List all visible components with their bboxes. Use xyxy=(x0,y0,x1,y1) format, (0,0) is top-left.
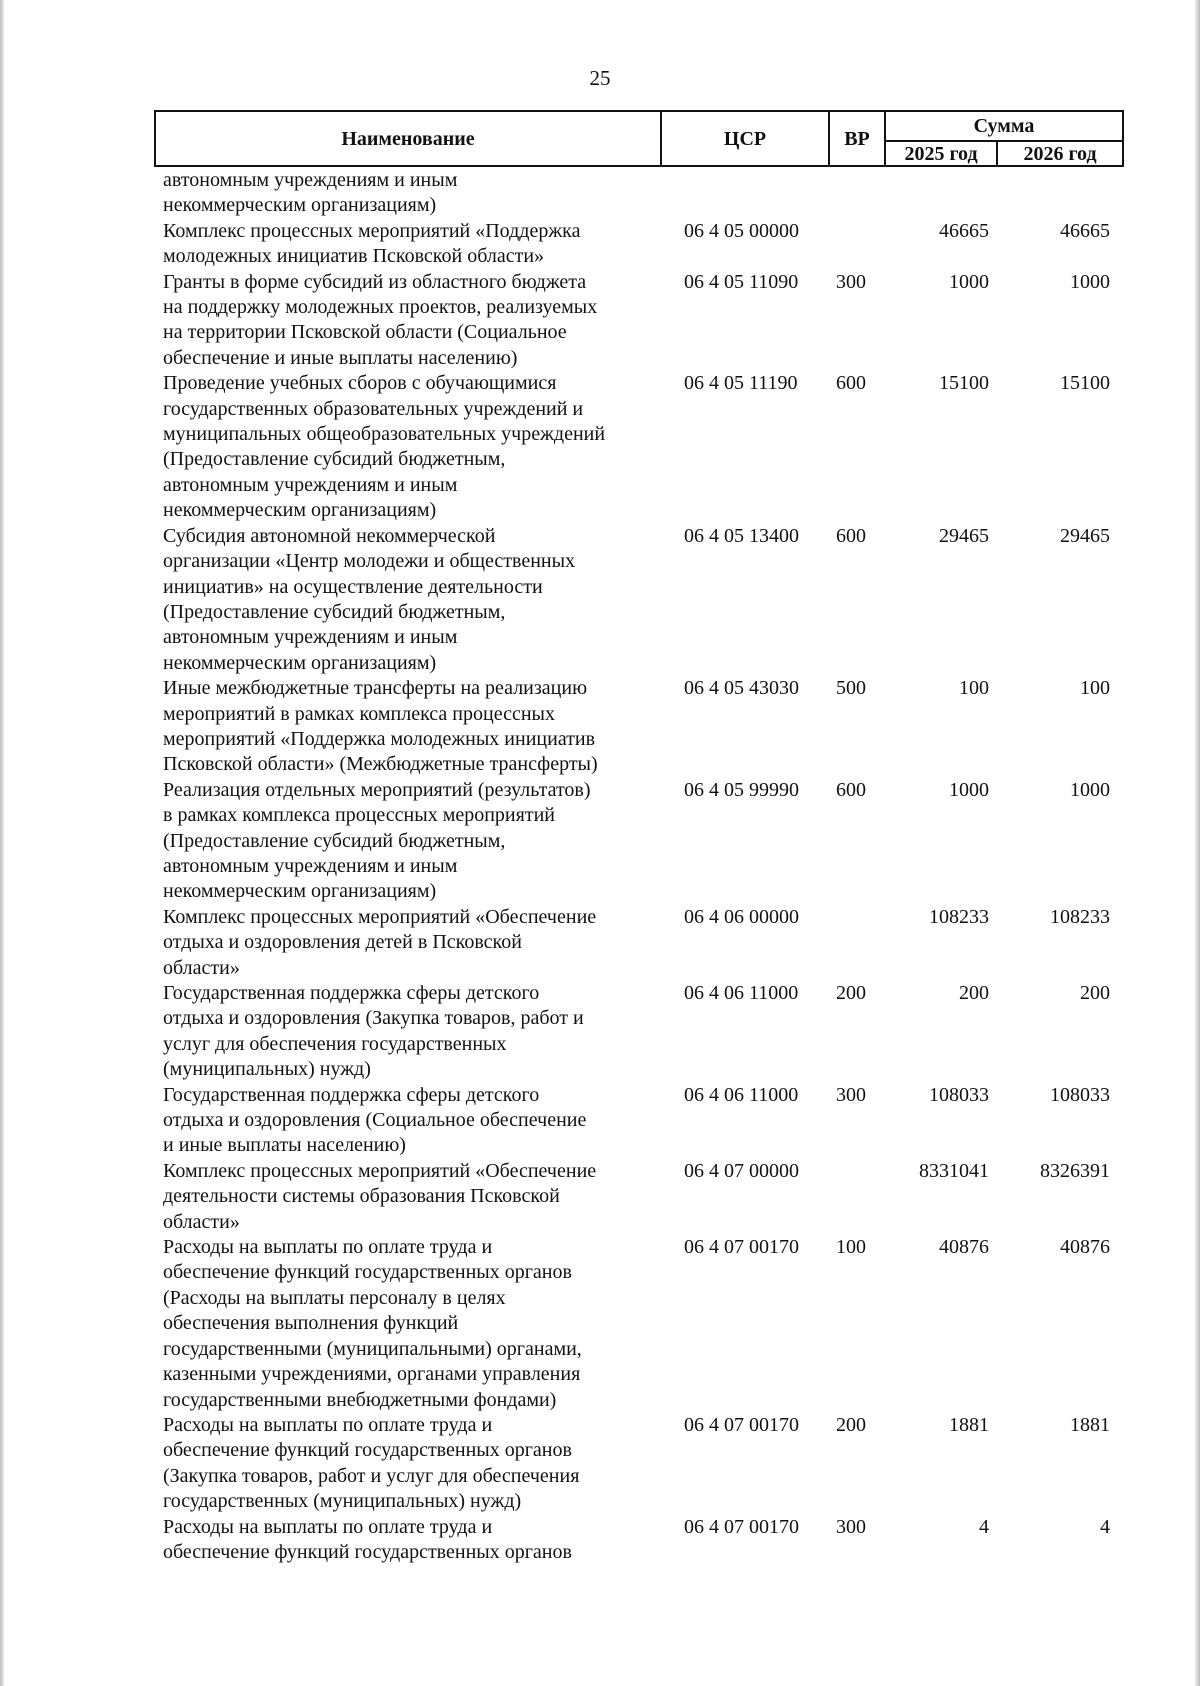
row-vr: 600 xyxy=(836,778,866,801)
header-name: Наименование xyxy=(341,127,475,150)
row-name: Иные межбюджетные трансферты на реализацию мероприятий в рамках комплекса процессных мероприятий «Поддержка молодежных инициатив Псковской области» (Межбюджетные трансферты) xyxy=(163,677,598,776)
row-csr: 06 4 05 11190 xyxy=(684,372,798,395)
row-vr: 300 xyxy=(836,270,866,293)
row-sum-2025: 1000 xyxy=(949,778,989,801)
row-vr: 300 xyxy=(836,1515,866,1538)
table-row xyxy=(0,1083,1200,1159)
row-vr: 500 xyxy=(836,677,866,700)
row-sum-2025: 46665 xyxy=(939,219,989,242)
header-year-2026: 2026 год xyxy=(1023,142,1097,165)
row-sum-2026: 100 xyxy=(1080,677,1110,700)
table-body xyxy=(0,168,1200,1565)
row-csr: 06 4 07 00170 xyxy=(684,1413,799,1436)
header-csr: ЦСР xyxy=(723,127,767,150)
row-csr: 06 4 07 00170 xyxy=(684,1515,799,1538)
row-csr: 06 4 05 13400 xyxy=(684,524,799,547)
row-sum-2025: 40876 xyxy=(939,1236,989,1259)
table-row xyxy=(0,219,1200,270)
row-csr: 06 4 05 00000 xyxy=(684,219,799,242)
table-row xyxy=(0,524,1200,676)
row-name: Реализация отдельных мероприятий (результатов) в рамках комплекса процессных мероприятий (Предоставление субсидий бюджетным, автономным учреждениям и иным некоммерческим организациям) xyxy=(163,778,591,903)
row-sum-2025: 200 xyxy=(959,982,989,1004)
table-row xyxy=(0,1515,1200,1566)
row-csr: 06 4 05 99990 xyxy=(684,778,799,801)
row-sum-2026: 1000 xyxy=(1070,270,1110,293)
row-name: Расходы на выплаты по оплате труда и обеспечение функций государственных органов xyxy=(163,1515,572,1563)
row-csr: 06 4 06 00000 xyxy=(684,905,799,928)
row-sum-2025: 8331041 xyxy=(919,1159,989,1182)
row-sum-2026: 15100 xyxy=(1060,372,1110,395)
table-row xyxy=(0,270,1200,372)
table-row xyxy=(0,1235,1200,1413)
row-vr: 600 xyxy=(836,372,866,395)
row-sum-2025: 1881 xyxy=(949,1413,989,1436)
table-row xyxy=(0,168,1200,219)
row-sum-2026: 4 xyxy=(1100,1515,1110,1538)
row-name: Государственная поддержка сферы детского отдыха и оздоровления (Закупка товаров, работ и услуг для обеспечения государственных (муниципальных) нужд) xyxy=(163,982,584,1081)
row-sum-2025: 1000 xyxy=(949,270,989,293)
row-sum-2026: 108033 xyxy=(1050,1083,1110,1106)
row-csr: 06 4 07 00000 xyxy=(684,1159,799,1182)
table-row xyxy=(0,676,1200,778)
row-sum-2025: 4 xyxy=(979,1515,989,1538)
row-csr: 06 4 07 00170 xyxy=(684,1236,799,1259)
table-row xyxy=(0,981,1200,1083)
header-sum: Сумма xyxy=(973,115,1035,137)
row-sum-2026: 1000 xyxy=(1070,778,1110,801)
table-row xyxy=(0,778,1200,905)
row-csr: 06 4 05 43030 xyxy=(684,677,799,700)
row-vr: 200 xyxy=(836,1413,866,1436)
row-sum-2026: 108233 xyxy=(1050,905,1110,928)
row-sum-2026: 40876 xyxy=(1060,1236,1110,1259)
table-row xyxy=(0,371,1200,523)
row-name: Комплекс процессных мероприятий «Обеспечение отдыха и оздоровления детей в Псковской области» xyxy=(163,905,597,979)
table-header xyxy=(154,110,1124,167)
row-csr: 06 4 06 11000 xyxy=(684,1083,799,1106)
row-csr: 06 4 05 11090 xyxy=(684,270,799,293)
header-vr: ВР xyxy=(844,127,870,150)
row-vr: 100 xyxy=(836,1236,866,1259)
row-sum-2025: 15100 xyxy=(939,372,989,395)
row-sum-2026: 8326391 xyxy=(1040,1159,1110,1182)
row-name: Субсидия автономной некоммерческой организации «Центр молодежи и общественных инициатив» на осуществление деятельности (Предоставление субсидий бюджетным, автономным учреждениям и иным некоммерческим организациям) xyxy=(163,524,576,674)
row-sum-2026: 46665 xyxy=(1060,219,1110,242)
row-name: Комплекс процессных мероприятий «Обеспечение деятельности системы образования Псковской области» xyxy=(163,1159,597,1233)
row-sum-2026: 29465 xyxy=(1060,524,1110,547)
row-vr: 600 xyxy=(836,524,866,547)
table-row xyxy=(0,1413,1200,1515)
row-name: Гранты в форме субсидий из областного бюджета на поддержку молодежных проектов, реализуемых на территории Псковской области (Социальное обеспечение и иные выплаты населению) xyxy=(163,270,598,369)
page-number: 25 xyxy=(589,66,611,90)
table-row xyxy=(0,905,1200,981)
row-vr: 200 xyxy=(836,982,866,1004)
row-name: Проведение учебных сборов с обучающимися государственных образовательных учреждений и муниципальных общеобразовательных учреждений (Предоставление субсидий бюджетным, автономным учреждениям и иным некоммерческим организациям) xyxy=(163,372,606,522)
header-year-2025: 2025 год xyxy=(904,142,978,165)
row-sum-2025: 108033 xyxy=(929,1083,989,1106)
row-name: Расходы на выплаты по оплате труда и обеспечение функций государственных органов (Закупка товаров, работ и услуг для обеспечения государственных (муниципальных) нужд) xyxy=(163,1413,580,1513)
table-row xyxy=(0,1159,1200,1235)
row-sum-2026: 1881 xyxy=(1070,1413,1110,1436)
row-sum-2025: 100 xyxy=(959,677,989,700)
row-sum-2025: 108233 xyxy=(929,905,989,928)
row-sum-2025: 29465 xyxy=(939,524,989,547)
row-csr: 06 4 06 11000 xyxy=(684,982,799,1004)
row-vr: 300 xyxy=(836,1083,866,1106)
row-name: Комплекс процессных мероприятий «Поддержка молодежных инициатив Псковской области» xyxy=(163,219,581,268)
row-name: Государственная поддержка сферы детского отдыха и оздоровления (Социальное обеспечение и иные выплаты населению) xyxy=(163,1083,587,1157)
row-name: автономным учреждениям и иным некоммерческим организациям) xyxy=(163,169,458,217)
row-sum-2026: 200 xyxy=(1080,982,1110,1004)
row-name: Расходы на выплаты по оплате труда и обеспечение функций государственных органов (Расходы на выплаты персоналу в целях обеспечения выполнения функций государственными (муниципальными) органами, казенными учреждениями, органами управления государственными внебюджетными фондами) xyxy=(163,1236,582,1411)
